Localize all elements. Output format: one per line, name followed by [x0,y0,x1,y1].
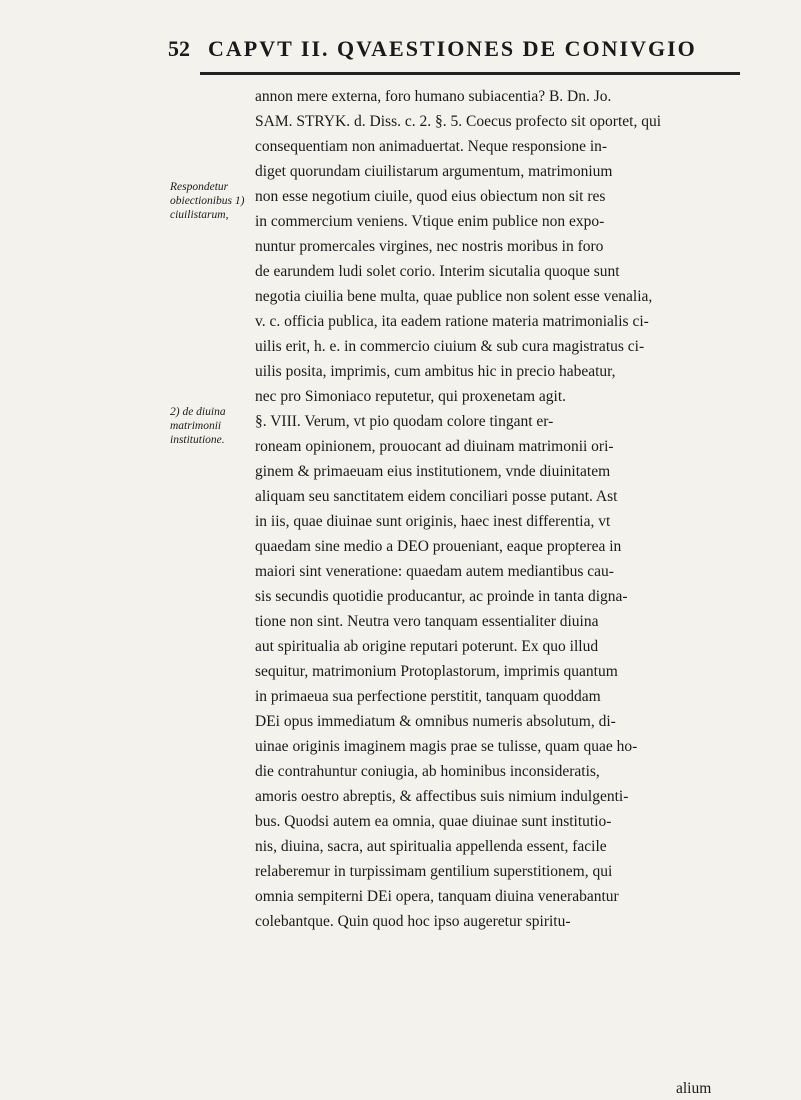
text-line: tione non sint. Neutra vero tanquam essentialiter diuina [255,613,599,630]
body-text [255,84,735,934]
text-line: uilis posita, imprimis, cum ambitus hic in precio habeatur, [255,363,616,380]
text-line: annon mere externa, foro humano subiacentia? B. Dn. Jo. [255,88,612,105]
text-line: in iis, quae diuinae sunt originis, haec inest differentia, vt [255,513,611,530]
text-line: ginem & primaeuam eius institutionem, vnde diuinitatem [255,463,611,480]
running-title: CAPVT II. QVAESTIONES DE CONIVGIO [208,36,697,61]
text-line: v. c. officia publica, ita eadem ratione materia matrimonialis ci- [255,313,649,330]
text-line: non esse negotium ciuile, quod eius obiectum non sit res [255,188,606,205]
text-line: amoris oestro abreptis, & affectibus suis nimium indulgenti- [255,788,629,805]
text-line: bus. Quodsi autem ea omnia, quae diuinae sunt institutio- [255,813,612,830]
page-header [168,36,728,70]
text-line: aliquam seu sanctitatem eidem conciliari posse putant. Ast [255,488,618,505]
margin-note-respondetur: Respondetur obiectionibus 1) ciuilistarum, [170,181,245,221]
text-line: nec pro Simoniaco reputetur, qui proxenetam agit. [255,388,567,405]
text-line: negotia ciuilia bene multa, quae publice non solent esse venalia, [255,288,653,305]
text-line: roneam opinionem, prouocant ad diuinam matrimonii ori- [255,438,614,455]
catchword: alium [676,1080,712,1097]
text-line: nis, diuina, sacra, aut spiritualia appellenda essent, facile [255,838,607,855]
text-line: §. VIII. Verum, vt pio quodam colore tingant er- [255,413,554,430]
text-line: uilis erit, h. e. in commercio ciuium & sub cura magistratus ci- [255,338,645,355]
text-line: sis secundis quotidie producantur, ac proinde in tanta digna- [255,588,628,605]
text-line: diget quorundam ciuilistarum argumentum, matrimonium [255,163,613,180]
header-rule [200,72,740,75]
text-line: die contrahuntur coniugia, ab hominibus inconsideratis, [255,763,600,780]
text-line: SAM. STRYK. d. Diss. c. 2. §. 5. Coecus profecto sit oportet, qui [255,113,661,130]
text-line: DEi opus immediatum & omnibus numeris absolutum, di- [255,713,616,730]
text-line: quaedam sine medio a DEO proueniant, eaque propterea in [255,538,622,555]
text-line: maiori sint veneratione: quaedam autem mediantibus cau- [255,563,614,580]
text-line: relaberemur in turpissimam gentilium superstitionem, qui [255,863,613,880]
text-line: nuntur promercales virgines, nec nostris moribus in foro [255,238,604,255]
text-line: colebantque. Quin quod hoc ipso augeretur spiritu- [255,913,571,930]
text-line: in primaeua sua perfectione perstitit, tanquam quoddam [255,688,601,705]
text-line: omnia sempiterni DEi opera, tanquam diuina venerabantur [255,888,619,905]
margin-note-diuina: 2) de diuina matrimonii institutione. [170,406,226,446]
text-line: sequitur, matrimonium Protoplastorum, imprimis quantum [255,663,618,680]
text-line: in commercium veniens. Vtique enim publice non expo- [255,213,605,230]
text-line: aut spiritualia ab origine reputari poterunt. Ex quo illud [255,638,599,655]
page-number: 52 [168,36,190,61]
text-line: consequentiam non animaduertat. Neque responsione in- [255,138,608,155]
text-line: de earundem ludi solet corio. Interim sicutalia quoque sunt [255,263,620,280]
text-line: uinae originis imaginem magis prae se tulisse, quam quae ho- [255,738,638,755]
